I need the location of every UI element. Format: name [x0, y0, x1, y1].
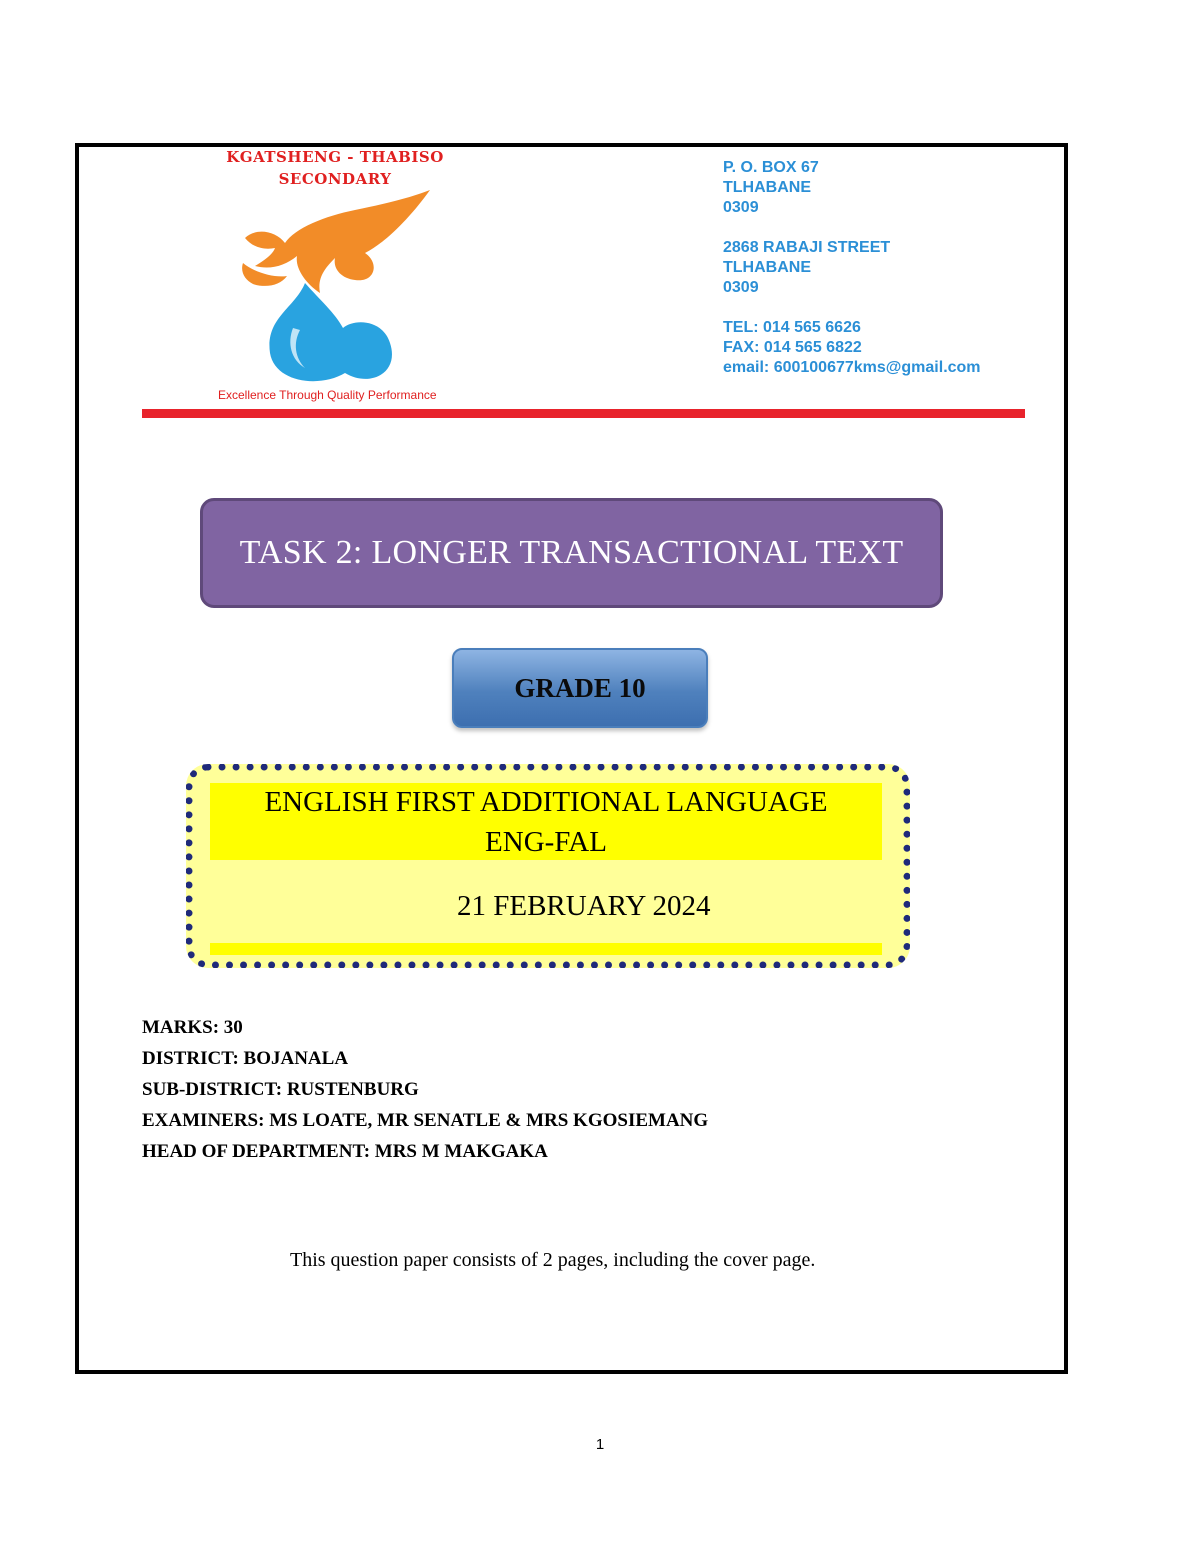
- school-logo: [225, 188, 435, 388]
- telephone: TEL: 014 565 6626: [723, 319, 861, 336]
- district: DISTRICT: BOJANALA: [142, 1048, 349, 1069]
- school-name-line2: SECONDARY: [278, 170, 392, 188]
- examiners: EXAMINERS: MS LOATE, MR SENATLE & MRS KGOSIEMANG: [142, 1110, 709, 1131]
- subject-highlight-strip: [210, 943, 882, 955]
- street-line: 0309: [723, 279, 759, 296]
- school-name: [210, 146, 460, 190]
- street-line: 2868 RABAJI STREET: [723, 239, 891, 256]
- letterhead-divider: [142, 409, 1025, 418]
- page-count-note: This question paper consists of 2 pages, including the cover page.: [290, 1249, 816, 1271]
- postal-line: 0309: [723, 199, 759, 216]
- email: email: 600100677kms@gmail.com: [723, 359, 981, 376]
- exam-date: 21 FEBRUARY 2024: [457, 890, 711, 922]
- school-address: [723, 158, 981, 398]
- postal-line: P. O. BOX 67: [723, 159, 819, 176]
- subject-name: ENGLISH FIRST ADDITIONAL LANGUAGE: [264, 786, 828, 818]
- school-name-line1: KGATSHENG - THABISO: [226, 148, 444, 166]
- marks: MARKS: 30: [142, 1017, 243, 1038]
- postal-line: TLHABANE: [723, 179, 811, 196]
- contact-details: [723, 318, 981, 378]
- subject-code: ENG-FAL: [485, 826, 607, 858]
- head-of-department: HEAD OF DEPARTMENT: MRS M MAKGAKA: [142, 1141, 548, 1162]
- grade-badge: GRADE 10: [452, 648, 708, 728]
- fax: FAX: 014 565 6822: [723, 339, 862, 356]
- street-address: [723, 238, 981, 298]
- exam-details: [142, 1012, 708, 1167]
- postal-address: [723, 158, 981, 218]
- school-motto: Excellence Through Quality Performance: [218, 388, 437, 402]
- task-title: TASK 2: LONGER TRANSACTIONAL TEXT: [200, 498, 943, 608]
- logo-drop: [269, 283, 392, 381]
- page-number: 1: [595, 1436, 605, 1453]
- street-line: TLHABANE: [723, 259, 811, 276]
- sub-district: SUB-DISTRICT: RUSTENBURG: [142, 1079, 419, 1100]
